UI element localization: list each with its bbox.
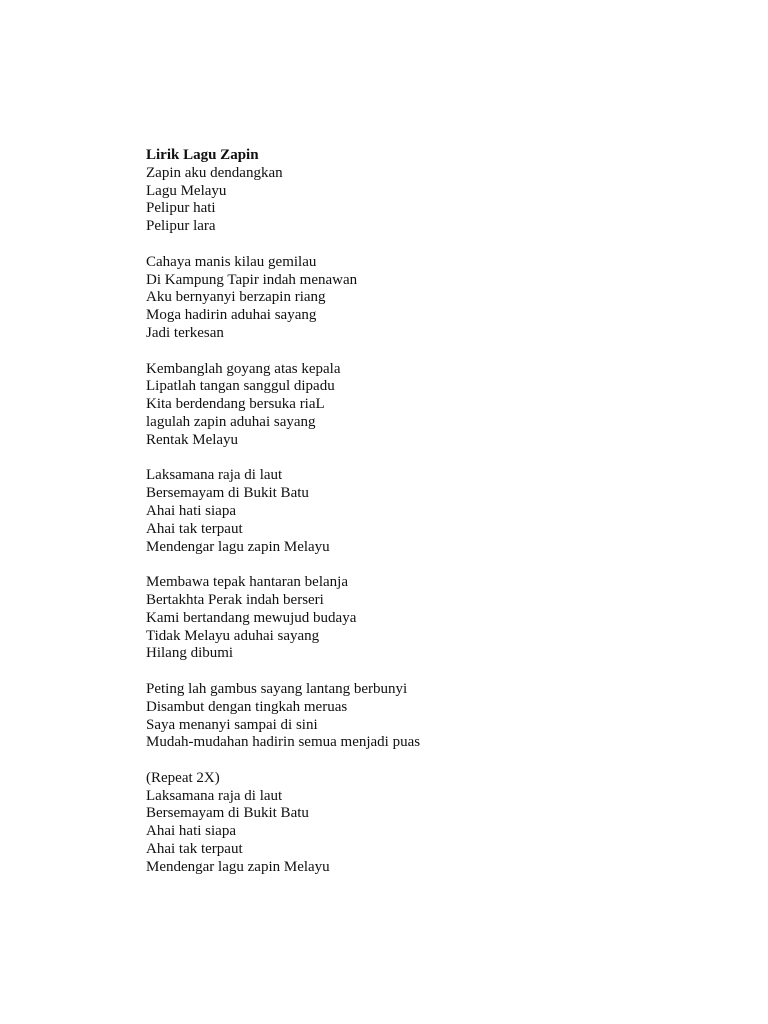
lyric-line: Rentak Melayu <box>146 431 239 448</box>
lyric-line: Kami bertandang mewujud budaya <box>146 609 357 626</box>
document-title: Lirik Lagu Zapin <box>146 147 259 163</box>
lyric-line: Peting lah gambus sayang lantang berbunyi <box>146 680 408 697</box>
lyric-line: Aku bernyanyi berzapin riang <box>146 289 326 306</box>
lyric-line: Ahai tak terpaut <box>146 841 243 858</box>
stanza-1 <box>146 165 666 236</box>
lyric-line: Zapin aku dendangkan <box>146 164 283 181</box>
stanza-gap <box>146 236 666 254</box>
lyric-line: Saya menanyi sampai di sini <box>146 716 318 733</box>
lyric-line: Pelipur lara <box>146 218 216 235</box>
stanza-gap <box>146 556 666 574</box>
stanza-7 <box>146 770 666 877</box>
lyric-line: Laksamana raja di laut <box>146 787 283 804</box>
lyric-line: Membawa tepak hantaran belanja <box>146 574 348 591</box>
lyric-line: Laksamana raja di laut <box>146 467 283 484</box>
stanza-gap <box>146 450 666 468</box>
lyric-line: Lagu Melayu <box>146 182 227 199</box>
lyric-line: Kembanglah goyang atas kepala <box>146 360 341 377</box>
lyric-line: Moga hadirin aduhai sayang <box>146 307 317 324</box>
lyric-line: Mendengar lagu zapin Melayu <box>146 858 330 875</box>
lyric-line: Bersemayam di Bukit Batu <box>146 485 309 502</box>
lyric-line: Ahai hati siapa <box>146 823 236 840</box>
stanza-2 <box>146 254 666 343</box>
repeat-note: (Repeat 2X) <box>146 769 220 786</box>
lyric-line: Kita berdendang bersuka riaL <box>146 396 325 413</box>
lyric-line: Ahai hati siapa <box>146 502 236 519</box>
lyric-line: Disambut dengan tingkah meruas <box>146 698 348 715</box>
lyric-line: Lipatlah tangan sanggul dipadu <box>146 378 335 395</box>
lyric-line: Tidak Melayu aduhai sayang <box>146 627 320 644</box>
stanza-5 <box>146 574 666 663</box>
lyric-line: Mendengar lagu zapin Melayu <box>146 538 330 555</box>
lyric-line: lagulah zapin aduhai sayang <box>146 413 316 430</box>
stanza-3 <box>146 361 666 450</box>
lyric-line: Cahaya manis kilau gemilau <box>146 253 317 270</box>
stanza-gap <box>146 752 666 770</box>
lyric-line: Di Kampung Tapir indah menawan <box>146 271 358 288</box>
stanza-4 <box>146 467 666 556</box>
stanza-gap <box>146 663 666 681</box>
lyric-line: Bersemayam di Bukit Batu <box>146 805 309 822</box>
lyric-line: Bertakhta Perak indah berseri <box>146 591 324 608</box>
lyric-line: Ahai tak terpaut <box>146 520 243 537</box>
lyric-line: Hilang dibumi <box>146 645 234 662</box>
lyrics-block <box>146 147 666 877</box>
lyric-line: Mudah-mudahan hadirin semua menjadi puas <box>146 734 421 751</box>
stanza-gap <box>146 343 666 361</box>
stanza-6 <box>146 681 666 752</box>
lyric-line: Jadi terkesan <box>146 324 224 341</box>
lyric-line: Pelipur hati <box>146 200 216 217</box>
